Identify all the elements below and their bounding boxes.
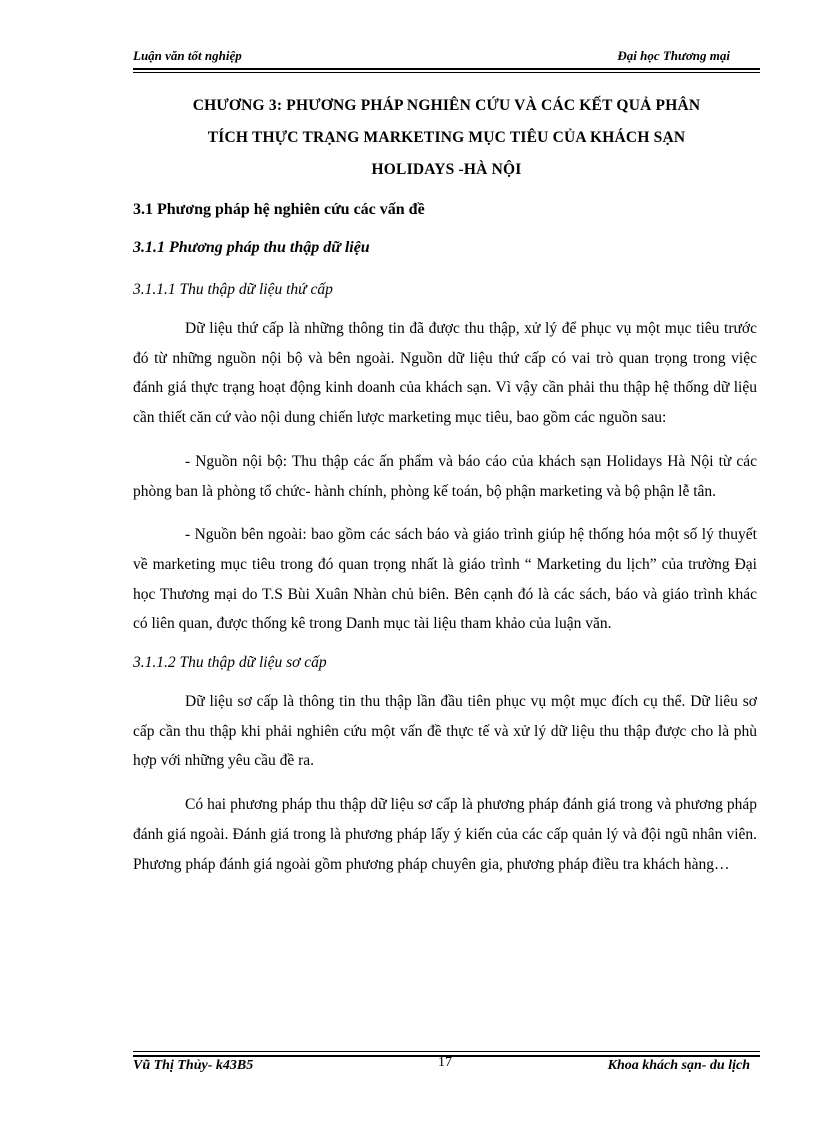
footer-author: Vũ Thị Thủy- k43B5 — [133, 1058, 254, 1073]
paragraph-primary-data: Dữ liệu sơ cấp là thông tin thu thập lần đầu tiên phục vụ một mục đích cụ thể. Dữ liêu sơ cấp cần thu thập khi phải nghiên cứu một vấn đề thực tế và xử lý dữ liệu thu thập được cho là phù hợp với những yêu cầu đề ra. — [133, 693, 757, 770]
chapter-title-line-2: TÍCH THỰC TRẠNG MARKETING MỤC TIÊU CỦA KHÁCH SẠN — [207, 129, 686, 146]
footer-rule-thin — [133, 1051, 760, 1052]
paragraph-secondary-data: Dữ liệu thứ cấp là những thông tin đã được thu thập, xử lý để phục vụ một mục tiêu trước đó từ những nguồn nội bộ và bên ngoài. Nguồn dữ liệu thứ cấp có vai trò quan trọng trong việc đánh giá thực trạng hoạt động kinh doanh của khách sạn. Vì vậy cần phải thu thập hệ thống dữ liệu cần thiết căn cứ vào nội dung chiến lược marketing mục tiêu, bao gồm các nguồn sau: — [133, 320, 757, 427]
page-number: 17 — [438, 1055, 452, 1070]
header-rule-thin — [133, 72, 760, 73]
body-content — [133, 200, 757, 893]
header-left: Luận văn tốt nghiệp — [133, 48, 242, 63]
section-heading-3-1: 3.1 Phương pháp hệ nghiên cứu các vấn đề — [133, 201, 425, 218]
paragraph-internal-sources: - Nguồn nội bộ: Thu thập các ấn phẩm và báo cáo của khách sạn Holidays Hà Nội từ các phòng ban là phòng tổ chức- hành chính, phòng kế toán, bộ phận marketing và bộ phận lễ tân. — [133, 452, 757, 500]
footer-department: Khoa khách sạn- du lịch — [607, 1058, 750, 1073]
chapter-title-line-1: CHƯƠNG 3: PHƯƠNG PHÁP NGHIÊN CỨU VÀ CÁC KẾT QUẢ PHÂN — [192, 97, 701, 114]
header-right: Đại học Thương mại — [617, 48, 730, 63]
section-heading-3-1-1-1: 3.1.1.1 Thu thập dữ liệu thứ cấp — [133, 281, 333, 298]
paragraph-primary-methods: Có hai phương pháp thu thập dữ liệu sơ cấp là phương pháp đánh giá trong và phương pháp đánh giá ngoài. Đánh giá trong là phương pháp lấy ý kiến của các cấp quản lý và đội ngũ nhân viên. Phương pháp đánh giá ngoài gồm phương pháp chuyên gia, phương pháp điều tra khách hàng… — [133, 796, 757, 873]
paragraph-external-sources: - Nguồn bên ngoài: bao gồm các sách báo và giáo trình giúp hệ thống hóa một số lý thuyết về marketing mục tiêu trong đó quan trọng nhất là giáo trình “ Marketing du lịch” của trường Đại học Thương mại do T.S Bùi Xuân Nhàn chủ biên. Bên cạnh đó là các sách, báo và giáo trình khác có liên quan, được thống kê trong Danh mục tài liệu tham khảo của luận văn. — [133, 526, 757, 633]
header-rule — [133, 68, 760, 70]
section-heading-3-1-1-2: 3.1.1.2 Thu thập dữ liệu sơ cấp — [133, 654, 327, 672]
chapter-title — [133, 90, 760, 186]
section-heading-3-1-1: 3.1.1 Phương pháp thu thập dữ liệu — [133, 239, 370, 256]
chapter-title-line-3: HOLIDAYS -HÀ NỘI — [371, 161, 522, 178]
